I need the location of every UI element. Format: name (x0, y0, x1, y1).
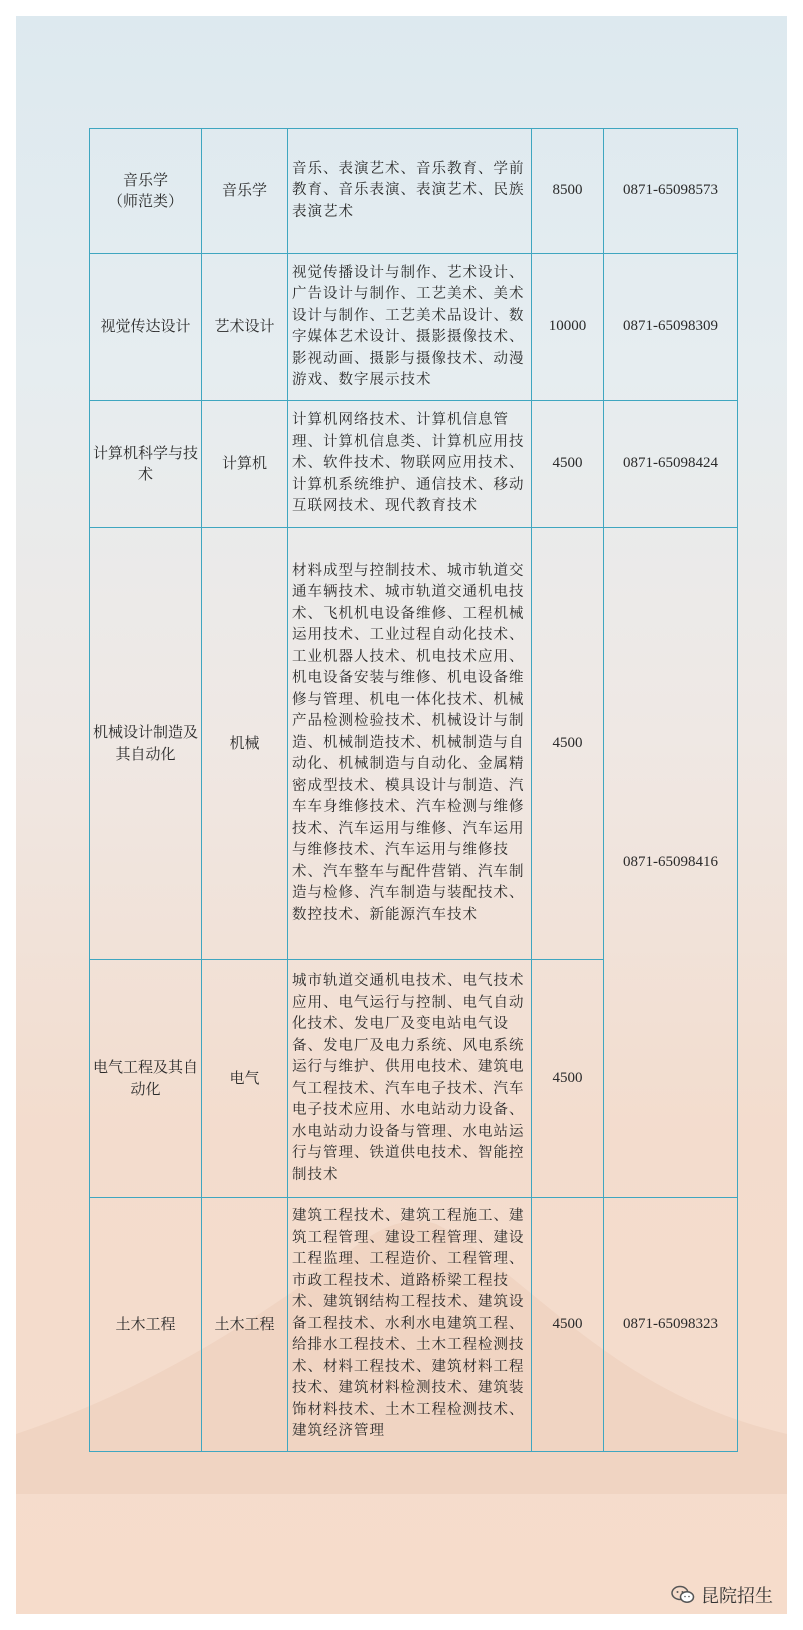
major-name: 土木工程 (90, 1198, 202, 1452)
major-name: 计算机科学与技术 (90, 401, 202, 528)
table-row (90, 254, 738, 401)
tuition-fee: 4500 (532, 401, 604, 528)
table-row (90, 528, 738, 960)
major-category: 机械 (202, 528, 288, 960)
major-name: 音乐学 （师范类） (90, 129, 202, 254)
major-name: 电气工程及其自动化 (90, 960, 202, 1198)
major-category: 电气 (202, 960, 288, 1198)
contact-phone: 0871-65098323 (604, 1198, 738, 1452)
wechat-icon (671, 1585, 695, 1605)
tuition-fee: 8500 (532, 129, 604, 254)
majors-table (89, 128, 738, 1452)
tuition-fee: 4500 (532, 528, 604, 960)
related-majors: 城市轨道交通机电技术、电气技术应用、电气运行与控制、电气自动化技术、发电厂及变电站电气设备、发电厂及电力系统、风电系统运行与维护、供用电技术、建筑电气工程技术、汽车电子技术、汽车电子技术应用、水电站动力设备、水电站动力设备与管理、水电站运行与管理、铁道供电技术、智能控制技术 (288, 960, 532, 1198)
table-row (90, 401, 738, 528)
major-name: 机械设计制造及其自动化 (90, 528, 202, 960)
table-row (90, 1198, 738, 1452)
poster-background (16, 16, 787, 1614)
contact-phone: 0871-65098416 (604, 528, 738, 1198)
table-row (90, 129, 738, 254)
tuition-fee: 4500 (532, 1198, 604, 1452)
watermark (671, 1582, 773, 1608)
major-category: 计算机 (202, 401, 288, 528)
watermark-text: 昆院招生 (701, 1586, 773, 1607)
tuition-fee: 4500 (532, 960, 604, 1198)
major-category: 土木工程 (202, 1198, 288, 1452)
related-majors: 计算机网络技术、计算机信息管理、计算机信息类、计算机应用技术、软件技术、物联网应用技术、计算机系统维护、通信技术、移动互联网技术、现代教育技术 (288, 401, 532, 528)
related-majors: 建筑工程技术、建筑工程施工、建筑工程管理、建设工程管理、建设工程监理、工程造价、工程管理、市政工程技术、道路桥梁工程技术、建筑钢结构工程技术、建筑设备工程技术、水利水电建筑工程、给排水工程技术、土木工程检测技术、材料工程技术、建筑材料工程技术、建筑材料检测技术、建筑装饰材料技术、土木工程检测技术、建筑经济管理 (288, 1198, 532, 1452)
related-majors: 音乐、表演艺术、音乐教育、学前教育、音乐表演、表演艺术、民族表演艺术 (288, 129, 532, 254)
related-majors: 材料成型与控制技术、城市轨道交通车辆技术、城市轨道交通机电技术、飞机机电设备维修、工程机械运用技术、工业过程自动化技术、工业机器人技术、机电技术应用、机电设备安装与维修、机电设备维修与管理、机电一体化技术、机械产品检测检验技术、机械设计与制造、机械制造技术、机械制造与自动化、机械制造与自动化、金属精密成型技术、模具设计与制造、汽车车身维修技术、汽车检测与维修技术、汽车运用与维修、汽车运用与维修技术、汽车运用与维修技术、汽车整车与配件营销、汽车制造与检修、汽车制造与装配技术、数控技术、新能源汽车技术 (288, 528, 532, 960)
contact-phone: 0871-65098309 (604, 254, 738, 401)
major-category: 音乐学 (202, 129, 288, 254)
major-category: 艺术设计 (202, 254, 288, 401)
tuition-fee: 10000 (532, 254, 604, 401)
related-majors: 视觉传播设计与制作、艺术设计、广告设计与制作、工艺美术、美术设计与制作、工艺美术品设计、数字媒体艺术设计、摄影摄像技术、影视动画、摄影与摄像技术、动漫游戏、数字展示技术 (288, 254, 532, 401)
contact-phone: 0871-65098424 (604, 401, 738, 528)
major-name: 视觉传达设计 (90, 254, 202, 401)
contact-phone: 0871-65098573 (604, 129, 738, 254)
